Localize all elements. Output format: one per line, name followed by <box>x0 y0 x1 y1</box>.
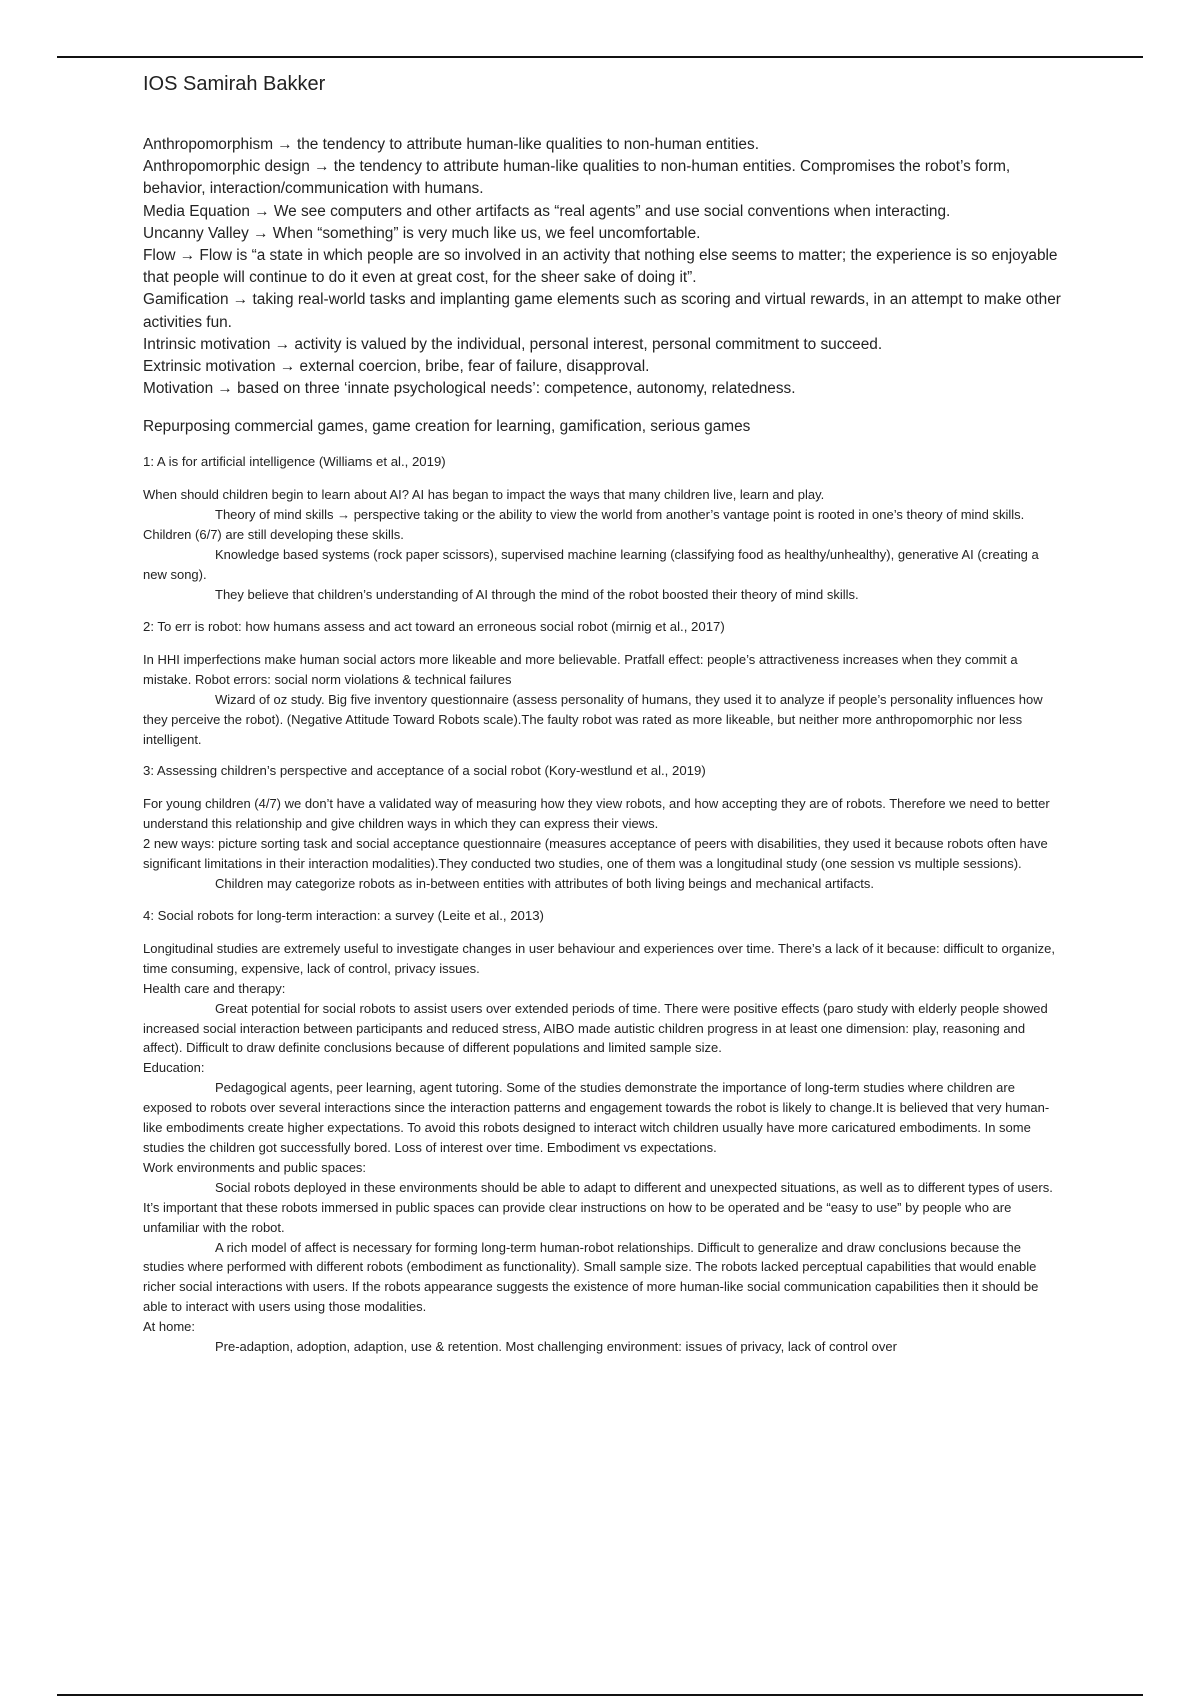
paragraph: Pre-adaption, adoption, adaption, use & retention. Most challenging environment: issues of privacy, lack of control over <box>215 1339 897 1355</box>
paragraph: Wizard of oz study. Big five inventory questionnaire (assess personality of humans, they used it to analyze if people’s personality influences how they perceive the robot). (Negative Attitude Toward Robots scale).The faulty robot was rated as more likeable, but neither more anthropomorphic nor less intelligent. <box>143 691 1043 747</box>
paragraph: They believe that children’s understanding of AI through the mind of the robot boosted their theory of mind skills. <box>215 586 859 602</box>
paragraph: For young children (4/7) we don’t have a validated way of measuring how they view robots, and how accepting they are of robots. Therefore we need to better understand this relationship and give children ways in which they can express their views. <box>143 796 1050 832</box>
paragraph: Pedagogical agents, peer learning, agent tutoring. Some of the studies demonstrate the importance of long-term studies where children are exposed to robots over several interactions since the interaction patterns and engagement towards the robot is likely to change.It is believed that very human-like embodiments create higher expectations. To avoid this robots designed to interact witch children usually have more caricatured embodiments. In some studies the children got successfully bored. Loss of interest over time. Embodiment vs expectations. <box>143 1080 1050 1155</box>
paragraph: In HHI imperfections make human social actors more likeable and more believable. Pratfall effect: people’s attractiveness increases when they commit a mistake. Robot errors: social norm violations & technical failures <box>143 651 1018 687</box>
section-4 <box>143 906 1063 1357</box>
section-title: 4: Social robots for long-term interaction: a survey (Leite et al., 2013) <box>143 907 544 923</box>
definition-extrinsic-motivation: Extrinsic motivation → external coercion, bribe, fear of failure, disapproval. <box>143 358 650 376</box>
paragraph: Social robots deployed in these environments should be able to adapt to different and unexpected situations, as well as to different types of users. It’s important that these robots immersed in public spaces can provide clear instructions on how to be operated and be “easy to use” by people who are unfamiliar with the robot. <box>143 1179 1053 1235</box>
paragraph: 2 new ways: picture sorting task and social acceptance questionnaire (measures acceptance of peers with disabilities, they used it because robots often have significant limitations in their interaction modalities).They conducted two studies, one of them was a longitudinal study (one session vs multiple sessions). <box>143 836 1048 872</box>
topics-line: Repurposing commercial games, game creation for learning, gamification, serious games <box>143 418 751 436</box>
definition-anthropomorphism: Anthropomorphism → the tendency to attribute human-like qualities to non-human entities. <box>143 136 759 153</box>
section-title: 1: A is for artificial intelligence (Williams et al., 2019) <box>143 454 446 470</box>
section-3 <box>143 761 1063 894</box>
document-page <box>143 70 1063 1357</box>
section-2 <box>143 617 1063 750</box>
definition-media-equation: Media Equation → We see computers and other artifacts as “real agents” and use social conventions when interacting. <box>143 202 951 220</box>
section-1 <box>143 452 1063 604</box>
subheading-health-care: Health care and therapy: <box>143 980 286 996</box>
paragraph: Knowledge based systems (rock paper scissors), supervised machine learning (classifying food as healthy/unhealthy), generative AI (creating a new song). <box>143 547 1039 583</box>
paragraph: When should children begin to learn about AI? AI has began to impact the ways that many children live, learn and play. <box>143 487 825 503</box>
paragraph: A rich model of affect is necessary for forming long-term human-robot relationships. Difficult to generalize and draw conclusions because the studies where performed with different robots (embodiment as functionality). Small sample size. The robots lacked perceptual capabilities that would enable richer social interactions with users. If the robots appearance suggests the existence of more human-like social communication capabilities then it should be able to interact with users using those modalities. <box>143 1239 1039 1315</box>
definition-intrinsic-motivation: Intrinsic motivation → activity is valued by the individual, personal interest, personal commitment to succeed. <box>143 335 883 353</box>
subheading-work-environments: Work environments and public spaces: <box>143 1159 367 1175</box>
paragraph: Children may categorize robots as in-between entities with attributes of both living beings and mechanical artifacts. <box>215 876 875 892</box>
definition-anthropomorphic-design: Anthropomorphic design → the tendency to attribute human-like qualities to non-human entities. Compromises the robot’s form, behavior, interaction/communication with humans. <box>143 158 1011 198</box>
definition-motivation: Motivation → based on three ‘innate psychological needs’: competence, autonomy, relatedness. <box>143 380 796 398</box>
footer-rule <box>57 1694 1143 1696</box>
definition-uncanny-valley: Uncanny Valley → When “something” is very much like us, we feel uncomfortable. <box>143 224 701 242</box>
subheading-education: Education: <box>143 1060 205 1076</box>
paragraph: Great potential for social robots to assist users over extended periods of time. There were positive effects (paro study with elderly people showed increased social interaction between participants and reduced stress, AIBO made autistic children progress in at least one dimension: play, reasoning and affect). Difficult to draw definite conclusions because of different populations and limited sample size. <box>143 1000 1048 1056</box>
header-rule <box>57 56 1143 58</box>
definition-flow: Flow → Flow is “a state in which people are so involved in an activity that nothing else seems to matter; the experience is so enjoyable that people will continue to do it even at great cost, for the sheer sake of doing it”. <box>143 247 1058 287</box>
section-title: 3: Assessing children’s perspective and acceptance of a social robot (Kory-westlund et al., 2019) <box>143 763 706 779</box>
section-title: 2: To err is robot: how humans assess and act toward an erroneous social robot (mirnig et al., 2017) <box>143 618 725 634</box>
paragraph: Longitudinal studies are extremely useful to investigate changes in user behaviour and experiences over time. There’s a lack of it because: difficult to organize, time consuming, expensive, lack of control, privacy issues. <box>143 940 1055 976</box>
page-header: IOS Samirah Bakker <box>143 73 326 95</box>
definitions-list <box>143 134 1063 400</box>
paragraph: Theory of mind skills → perspective taking or the ability to view the world from another’s vantage point is rooted in one’s theory of mind skills. Children (6/7) are still developing these skills. <box>143 507 1025 543</box>
definition-gamification: Gamification → taking real-world tasks and implanting game elements such as scoring and virtual rewards, in an attempt to make other activities fun. <box>143 291 1061 331</box>
subheading-at-home: At home: <box>143 1319 196 1335</box>
